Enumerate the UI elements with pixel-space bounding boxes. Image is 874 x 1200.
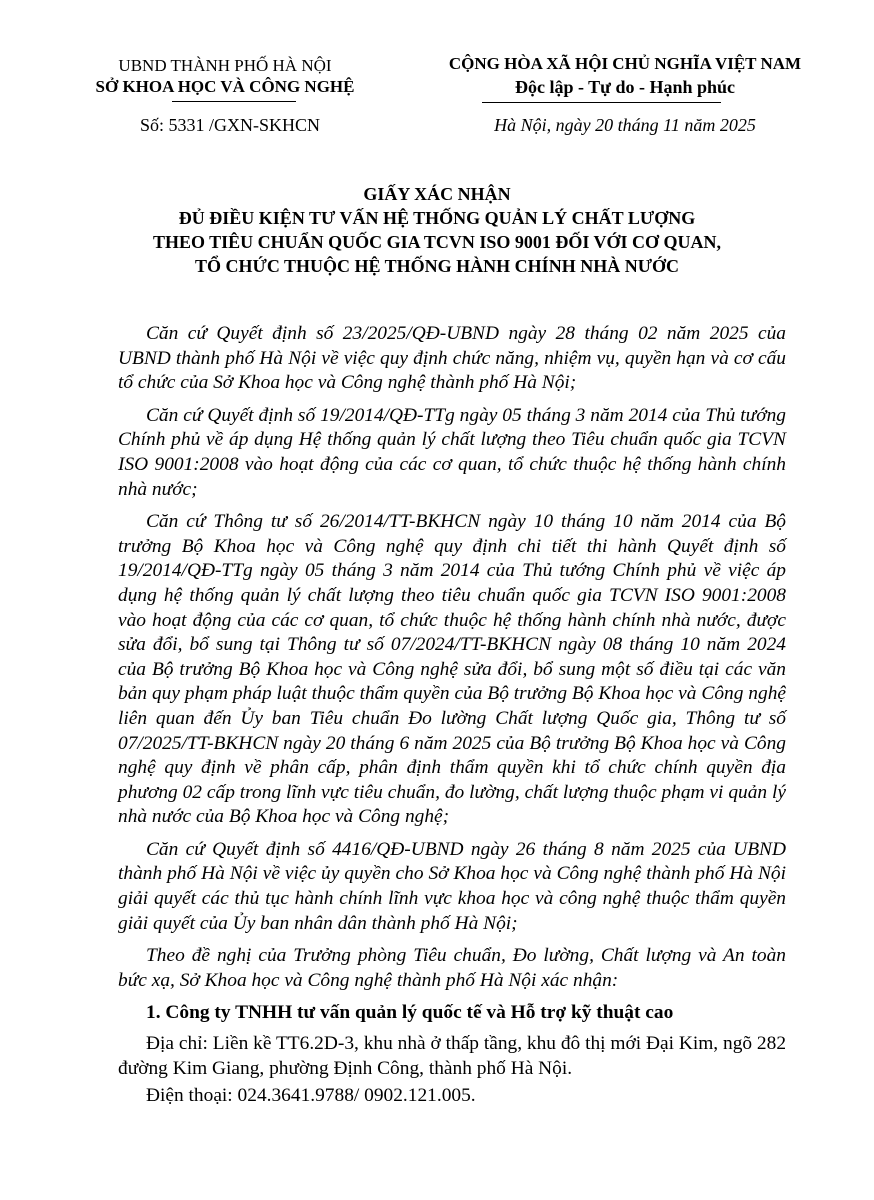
title-line-1: GIẤY XÁC NHẬN [363,184,511,204]
place-date: Hà Nội, ngày 20 tháng 11 năm 2025 [494,115,756,135]
company-phone: Điện thoại: 024.3641.9788/ 0902.121.005. [146,1085,476,1107]
issuing-agency: SỞ KHOA HỌC VÀ CÔNG NGHỆ [95,77,355,96]
title-line-2: ĐỦ ĐIỀU KIỆN TƯ VẤN HỆ THỐNG QUẢN LÝ CHẤT LƯỢNG [178,208,696,228]
agency-underline [172,101,296,102]
document-header [0,0,874,150]
national-title: CỘNG HÒA XÃ HỘI CHỦ NGHĨA VIỆT NAM [448,54,802,73]
document-body [118,322,786,1112]
title-line-3: THEO TIÊU CHUẨN QUỐC GIA TCVN ISO 9001 ĐỐI VỚI CƠ QUAN, [152,232,722,252]
document-title [60,182,814,278]
title-line-4: TỔ CHỨC THUỘC HỆ THỐNG HÀNH CHÍNH NHÀ NƯỚC [194,256,680,276]
parent-agency: UBND THÀNH PHỐ HÀ NỘI [118,56,332,75]
company-address: Địa chỉ: Liền kề TT6.2D-3, khu nhà ở thấp tầng, khu đô thị mới Đại Kim, ngõ 282 đường Kim Giang, phường Định Công, thành phố Hà Nội. [118,1033,787,1079]
legal-basis-2: Căn cứ Quyết định số 19/2014/QĐ-TTg ngày 05 tháng 3 năm 2014 của Thủ tướng Chính phủ về áp dụng Hệ thống quản lý chất lượng theo Tiêu chuẩn quốc gia TCVN ISO 9001:2008 vào hoạt động của các cơ quan, tổ chức thuộc hệ thống hành chính nhà nước; [118,404,786,500]
company-heading: 1. Công ty TNHH tư vấn quản lý quốc tế và Hỗ trợ kỹ thuật cao [146,1002,674,1024]
motto-underline [482,102,721,103]
document-number: Số: 5331 /GXN-SKHCN [139,115,321,135]
legal-basis-3: Căn cứ Thông tư số 26/2014/TT-BKHCN ngày 10 tháng 10 năm 2014 của Bộ trưởng Bộ Khoa học và Công nghệ quy định chi tiết thi hành Quyết định số 19/2014/QĐ-TTg ngày 05 tháng 3 năm 2014 của Thủ tướng Chính phủ về việc áp dụng hệ thống quản lý chất lượng theo tiêu chuẩn quốc gia TCVN ISO 9001:2008 vào hoạt động của các cơ quan, tổ chức thuộc hệ thống hành chính nhà nước, được sửa đổi, bổ sung tại Thông tư số 07/2024/TT-BKHCN ngày 08 tháng 10 năm 2024 của Bộ trưởng Bộ Khoa học và Công nghệ sửa đổi, bổ sung một số điều tại các văn bản quy phạm pháp luật thuộc thẩm quyền của Bộ trưởng Bộ Khoa học và Công nghệ liên quan đến Ủy ban Tiêu chuẩn Đo lường Chất lượng Quốc gia, Thông tư số 07/2025/TT-BKHCN ngày 20 tháng 6 năm 2025 của Bộ trưởng Bộ Khoa học và Công nghệ quy định về phân cấp, phân định thẩm quyền khi tổ chức chính quyền địa phương 02 cấp trong lĩnh vực tiêu chuẩn, đo lường, chất lượng thuộc phạm vi quản lý nhà nước của Bộ Khoa học và Công nghệ; [118,511,786,828]
national-motto: Độc lập - Tự do - Hạnh phúc [514,77,736,97]
proposal-paragraph: Theo đề nghị của Trưởng phòng Tiêu chuẩn, Đo lường, Chất lượng và An toàn bức xạ, Sở Khoa học và Công nghệ thành phố Hà Nội xác nhận: [118,945,786,991]
legal-basis-4: Căn cứ Quyết định số 4416/QĐ-UBND ngày 26 tháng 8 năm 2025 của UBND thành phố Hà Nội về việc ủy quyền cho Sở Khoa học và Công nghệ thành phố Hà Nội giải quyết các thủ tục hành chính lĩnh vực khoa học và công nghệ thuộc thẩm quyền giải quyết của Ủy ban nhân dân thành phố Hà Nội; [118,838,786,934]
legal-basis-1: Căn cứ Quyết định số 23/2025/QĐ-UBND ngày 28 tháng 02 năm 2025 của UBND thành phố Hà Nội về việc quy định chức năng, nhiệm vụ, quyền hạn và cơ cấu tổ chức của Sở Khoa học và Công nghệ thành phố Hà Nội; [118,323,786,394]
